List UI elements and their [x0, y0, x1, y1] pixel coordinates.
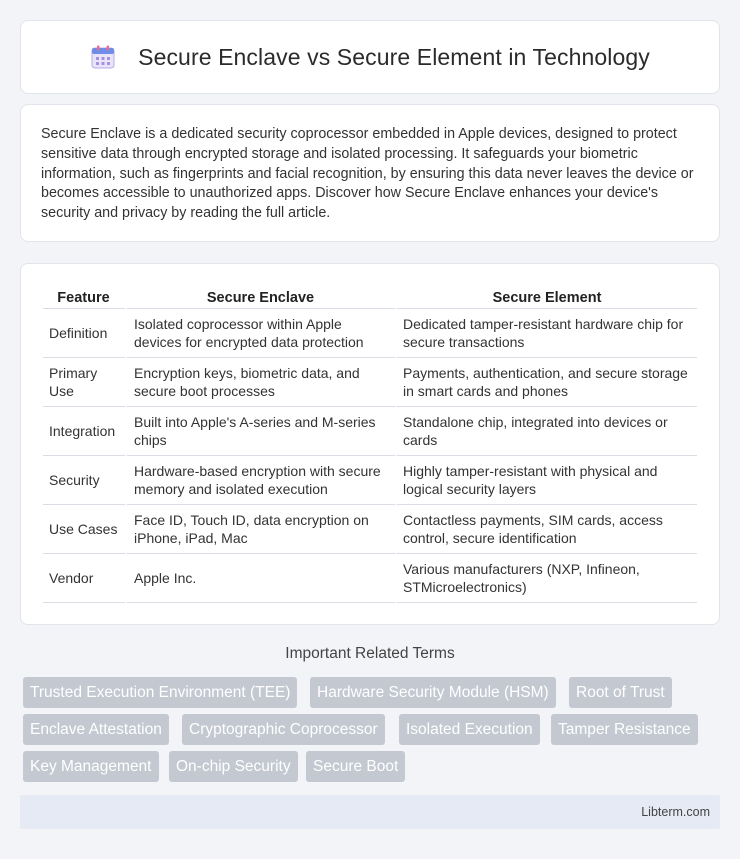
header-secure-enclave: Secure Enclave [127, 286, 397, 309]
related-term-tag[interactable]: On-chip Security [169, 751, 298, 782]
cell-secure-element: Contactless payments, SIM cards, access control, secure identification [397, 505, 697, 554]
header-feature: Feature [43, 286, 127, 309]
related-term-tag[interactable]: Root of Trust [569, 677, 672, 708]
cell-secure-element: Payments, authentication, and secure storage in smart cards and phones [397, 358, 697, 407]
cell-feature: Security [43, 456, 127, 505]
table-row [43, 358, 697, 407]
intro-card [20, 104, 720, 242]
related-terms-title: Important Related Terms [285, 645, 455, 662]
comparison-table-card [20, 263, 720, 625]
calendar-icon [90, 44, 116, 70]
cell-secure-element: Various manufacturers (NXP, Infineon, STMicroelectronics) [397, 554, 697, 603]
cell-secure-enclave: Isolated coprocessor within Apple devices for encrypted data protection [127, 309, 397, 358]
table-row [43, 309, 697, 358]
footer [20, 795, 720, 829]
comparison-table [43, 286, 697, 603]
related-term-tag[interactable]: Isolated Execution [399, 714, 540, 745]
related-term-tag[interactable]: Key Management [23, 751, 159, 782]
cell-feature: Primary Use [43, 358, 127, 407]
related-term-tag[interactable]: Secure Boot [306, 751, 405, 782]
table-header-row [43, 286, 697, 309]
cell-feature: Definition [43, 309, 127, 358]
cell-secure-enclave: Hardware-based encryption with secure memory and isolated execution [127, 456, 397, 505]
related-term-tag[interactable]: Tamper Resistance [551, 714, 698, 745]
cell-secure-element: Standalone chip, integrated into devices or cards [397, 407, 697, 456]
cell-feature: Integration [43, 407, 127, 456]
related-term-tag[interactable]: Enclave Attestation [23, 714, 169, 745]
title-card [20, 20, 720, 94]
page-title: Secure Enclave vs Secure Element in Technology [138, 43, 650, 70]
table-row [43, 407, 697, 456]
related-term-tag[interactable]: Cryptographic Coprocessor [182, 714, 385, 745]
cell-secure-element: Dedicated tamper-resistant hardware chip for secure transactions [397, 309, 697, 358]
cell-secure-enclave: Apple Inc. [127, 554, 397, 603]
table-row [43, 505, 697, 554]
table-row [43, 554, 697, 603]
cell-feature: Use Cases [43, 505, 127, 554]
table-row [43, 456, 697, 505]
footer-site-link[interactable]: Libterm.com [641, 805, 710, 819]
related-term-tag[interactable]: Trusted Execution Environment (TEE) [23, 677, 297, 708]
cell-feature: Vendor [43, 554, 127, 603]
cell-secure-enclave: Built into Apple's A-series and M-series chips [127, 407, 397, 456]
cell-secure-enclave: Face ID, Touch ID, data encryption on iPhone, iPad, Mac [127, 505, 397, 554]
intro-text: Secure Enclave is a dedicated security coprocessor embedded in Apple devices, designed to protect sensitive data through encrypted storage and isolated processing. It safeguards your biometric information, such as fingerprints and facial recognition, by ensuring this data never leaves the device or becomes accessible to unauthorized apps. Discover how Secure Enclave enhances your device's security and privacy by reading the full article. [41, 126, 694, 222]
cell-secure-element: Highly tamper-resistant with physical and logical security layers [397, 456, 697, 505]
cell-secure-enclave: Encryption keys, biometric data, and secure boot processes [127, 358, 397, 407]
related-term-tag[interactable]: Hardware Security Module (HSM) [310, 677, 556, 708]
header-secure-element: Secure Element [397, 286, 697, 309]
